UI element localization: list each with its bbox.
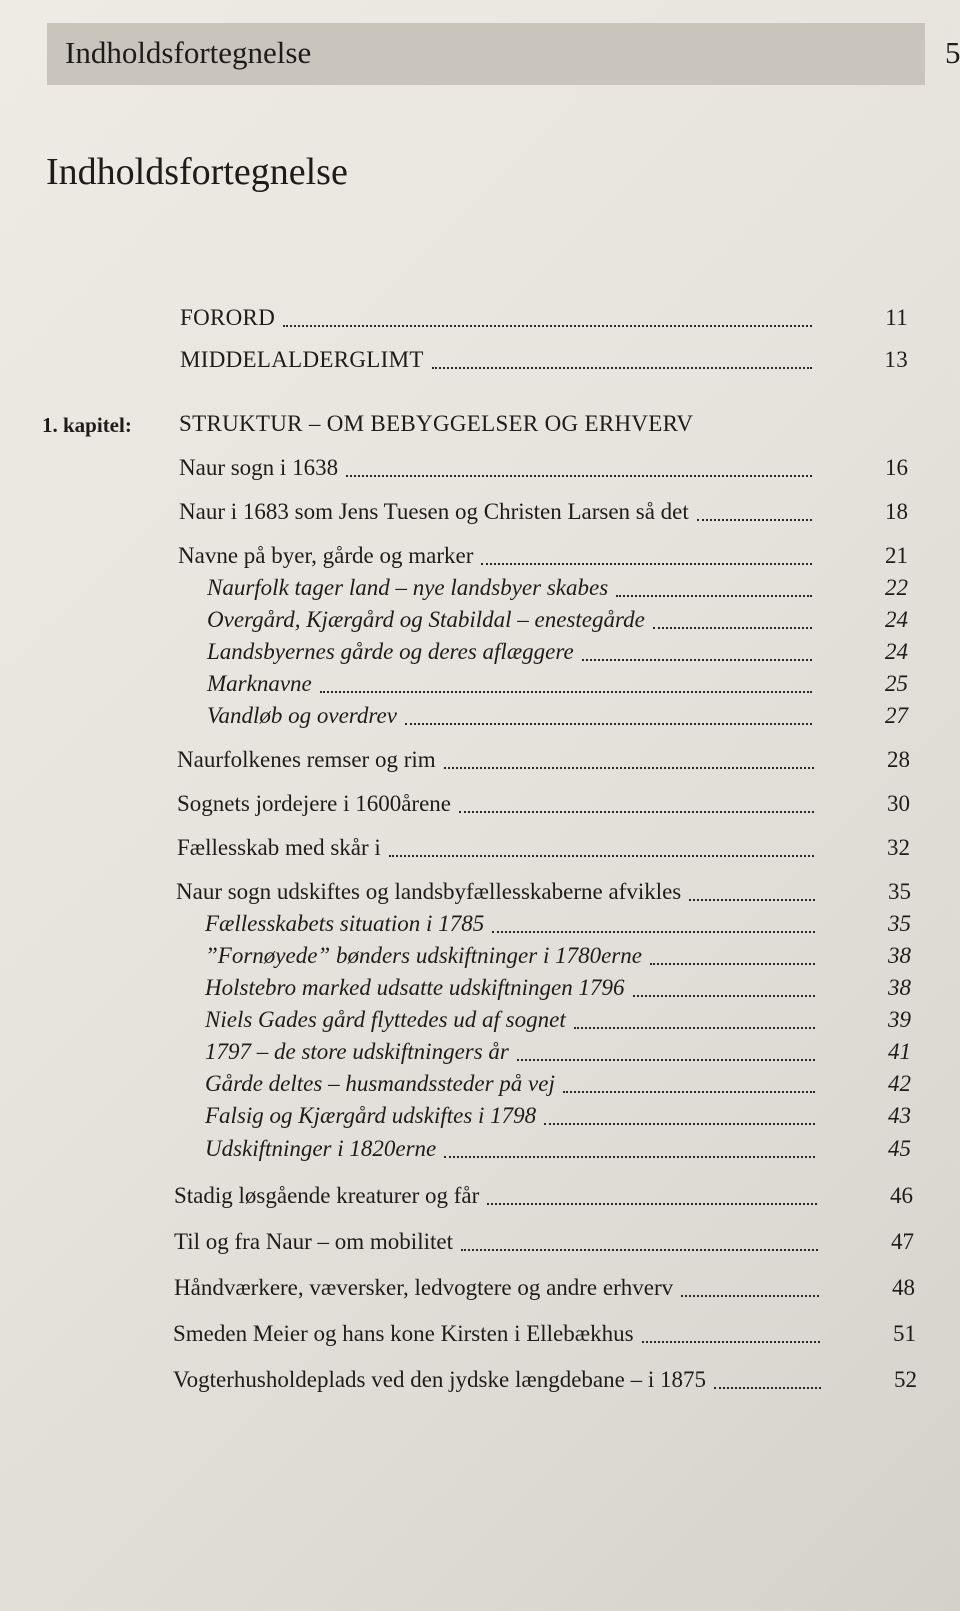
toc-entry-page: 24 xyxy=(885,639,908,664)
dot-leader xyxy=(444,765,814,769)
dot-leader xyxy=(283,323,812,327)
dot-leader xyxy=(461,1247,818,1251)
toc-entry-title: Naur i 1683 som Jens Tuesen og Christen Larsen så det xyxy=(179,499,689,524)
dot-leader xyxy=(444,1154,815,1158)
toc-subentry xyxy=(205,972,911,1004)
toc-entry-page: 18 xyxy=(885,499,908,524)
running-title: Indholdsfortegnelse xyxy=(65,35,312,70)
running-header xyxy=(47,23,925,85)
dot-leader xyxy=(389,853,814,857)
toc-entry xyxy=(173,1364,917,1396)
dot-leader xyxy=(492,929,815,933)
toc-entry-title: Landsbyernes gårde og deres aflæggere xyxy=(207,639,574,664)
toc-entry-title: Fællesskabets situation i 1785 xyxy=(205,911,485,936)
dot-leader xyxy=(697,517,812,521)
toc-entry-page: 39 xyxy=(888,1007,911,1032)
toc-chapter-heading xyxy=(179,408,909,440)
toc-entry-title: Naurfolkenes remser og rim xyxy=(177,747,436,772)
toc-entry xyxy=(177,832,910,864)
dot-leader xyxy=(582,657,812,661)
dot-leader xyxy=(616,593,812,597)
toc-entry-title: Marknavne xyxy=(207,671,312,696)
toc-subentry xyxy=(207,572,908,604)
toc-subentry xyxy=(207,604,908,636)
toc-entry-page: 27 xyxy=(885,703,908,728)
toc-entry-page: 45 xyxy=(888,1136,911,1161)
toc-entry-page: 38 xyxy=(888,975,911,1000)
toc-entry xyxy=(179,452,908,484)
toc-entry xyxy=(177,744,910,776)
toc-subentry xyxy=(205,1004,911,1036)
toc-entry-page: 47 xyxy=(891,1229,914,1254)
toc-entry-page: 35 xyxy=(888,879,911,904)
toc-entry xyxy=(178,540,908,572)
toc-entry-title: Til og fra Naur – om mobilitet xyxy=(174,1229,453,1254)
toc-entry-page: 25 xyxy=(885,671,908,696)
toc-entry-page: 16 xyxy=(885,455,908,480)
toc-subentry xyxy=(207,636,908,668)
toc-entry-page: 24 xyxy=(885,607,908,632)
toc-entry-title: Fællesskab med skår i xyxy=(177,835,381,860)
toc-subentry xyxy=(205,1068,911,1100)
toc-entry-page: 46 xyxy=(890,1183,913,1208)
toc-entry-title: Gårde deltes – husmandssteder på vej xyxy=(205,1071,555,1096)
toc-entry-page: 22 xyxy=(885,575,908,600)
toc-entry-middelalderglimt xyxy=(180,344,908,376)
toc-subentry xyxy=(205,1036,911,1068)
toc-subentry xyxy=(205,908,911,940)
toc-entry xyxy=(176,876,911,908)
dot-leader xyxy=(544,1121,815,1125)
dot-leader xyxy=(642,1339,820,1343)
toc-entry-title: Navne på byer, gårde og marker xyxy=(178,543,474,568)
dot-leader xyxy=(432,365,812,369)
dot-leader xyxy=(563,1089,815,1093)
toc-entry-page: 43 xyxy=(888,1103,911,1128)
toc-entry-page: 41 xyxy=(888,1039,911,1064)
toc-entry-page: 28 xyxy=(887,747,910,772)
page-number: 5 xyxy=(945,35,960,70)
toc-entry-page: 52 xyxy=(894,1367,917,1392)
toc-subentry xyxy=(207,668,908,700)
dot-leader xyxy=(405,721,812,725)
toc-entry-page: 13 xyxy=(884,347,908,372)
dot-leader xyxy=(653,625,812,629)
toc-entry-title: Udskiftninger i 1820erne xyxy=(205,1136,437,1161)
toc-entry-page: 48 xyxy=(892,1275,915,1300)
toc-entry xyxy=(177,788,910,820)
toc-entry-title: Sognets jordejere i 1600årene xyxy=(177,791,451,816)
toc-entry-forord xyxy=(180,302,908,334)
dot-leader xyxy=(681,1293,819,1297)
toc-entry-title: Falsig og Kjærgård udskiftes i 1798 xyxy=(205,1103,537,1128)
toc-entry-title: Holstebro marked udsatte udskiftningen 1796 xyxy=(205,975,625,1000)
dot-leader xyxy=(714,1385,821,1389)
toc-entry-title: 1797 – de store udskiftningers år xyxy=(205,1039,509,1064)
toc-entry-title: Naur sogn udskiftes og landsbyfællesskaberne afvikles xyxy=(176,879,682,904)
dot-leader xyxy=(574,1025,815,1029)
toc-entry xyxy=(174,1226,914,1258)
dot-leader xyxy=(459,809,814,813)
toc-entry-title: FORORD xyxy=(180,305,276,330)
toc-entry-title: STRUKTUR – OM BEBYGGELSER OG ERHVERV xyxy=(179,411,694,436)
toc-subentry xyxy=(207,700,908,732)
toc-entry-title: Stadig løsgående kreaturer og får xyxy=(174,1183,480,1208)
page-title: Indholdsfortegnelse xyxy=(46,151,348,193)
dot-leader xyxy=(689,897,815,901)
chapter-label: 1. kapitel: xyxy=(42,413,132,437)
toc-entry-page: 35 xyxy=(888,911,911,936)
toc-entry-title: Niels Gades gård flyttedes ud af sognet xyxy=(205,1007,566,1032)
toc-entry-title: Naurfolk tager land – nye landsbyer skabes xyxy=(207,575,609,600)
dot-leader xyxy=(650,961,815,965)
toc-entry-title: Håndværkere, væversker, ledvogtere og andre erhverv xyxy=(174,1275,674,1300)
toc-entry-title: Naur sogn i 1638 xyxy=(179,455,339,480)
toc-entry-title: Vandløb og overdrev xyxy=(207,703,397,728)
toc-subentry xyxy=(205,1100,911,1132)
toc-entry-page: 38 xyxy=(888,943,911,968)
toc-entry-page: 32 xyxy=(887,835,910,860)
toc-entry-title: Vogterhusholdeplads ved den jydske længdebane – i 1875 xyxy=(173,1367,706,1392)
toc-entry xyxy=(174,1180,913,1212)
dot-leader xyxy=(320,689,812,693)
dot-leader xyxy=(633,993,816,997)
toc-entry-title: ”Fornøyede” bønders udskiftninger i 1780erne xyxy=(205,943,642,968)
toc-entry-page: 42 xyxy=(888,1071,911,1096)
toc-entry-title: Overgård, Kjærgård og Stabildal – enestegårde xyxy=(207,607,645,632)
toc-entry-title: MIDDELALDERGLIMT xyxy=(180,347,424,372)
dot-leader xyxy=(481,561,812,565)
toc-entry-page: 51 xyxy=(893,1321,916,1346)
toc-entry-title: Smeden Meier og hans kone Kirsten i Ellebækhus xyxy=(173,1321,634,1346)
dot-leader xyxy=(346,473,812,477)
toc-entry xyxy=(179,496,908,528)
dot-leader xyxy=(517,1057,815,1061)
toc-entry-page: 21 xyxy=(885,543,908,568)
toc-entry xyxy=(173,1318,916,1350)
toc-subentry xyxy=(205,1133,911,1165)
toc-entry-page: 11 xyxy=(885,305,908,330)
toc-entry-page: 30 xyxy=(887,791,910,816)
dot-leader xyxy=(487,1201,817,1205)
dot-leader xyxy=(701,430,906,432)
toc-entry xyxy=(174,1272,915,1304)
toc-subentry xyxy=(205,940,911,972)
